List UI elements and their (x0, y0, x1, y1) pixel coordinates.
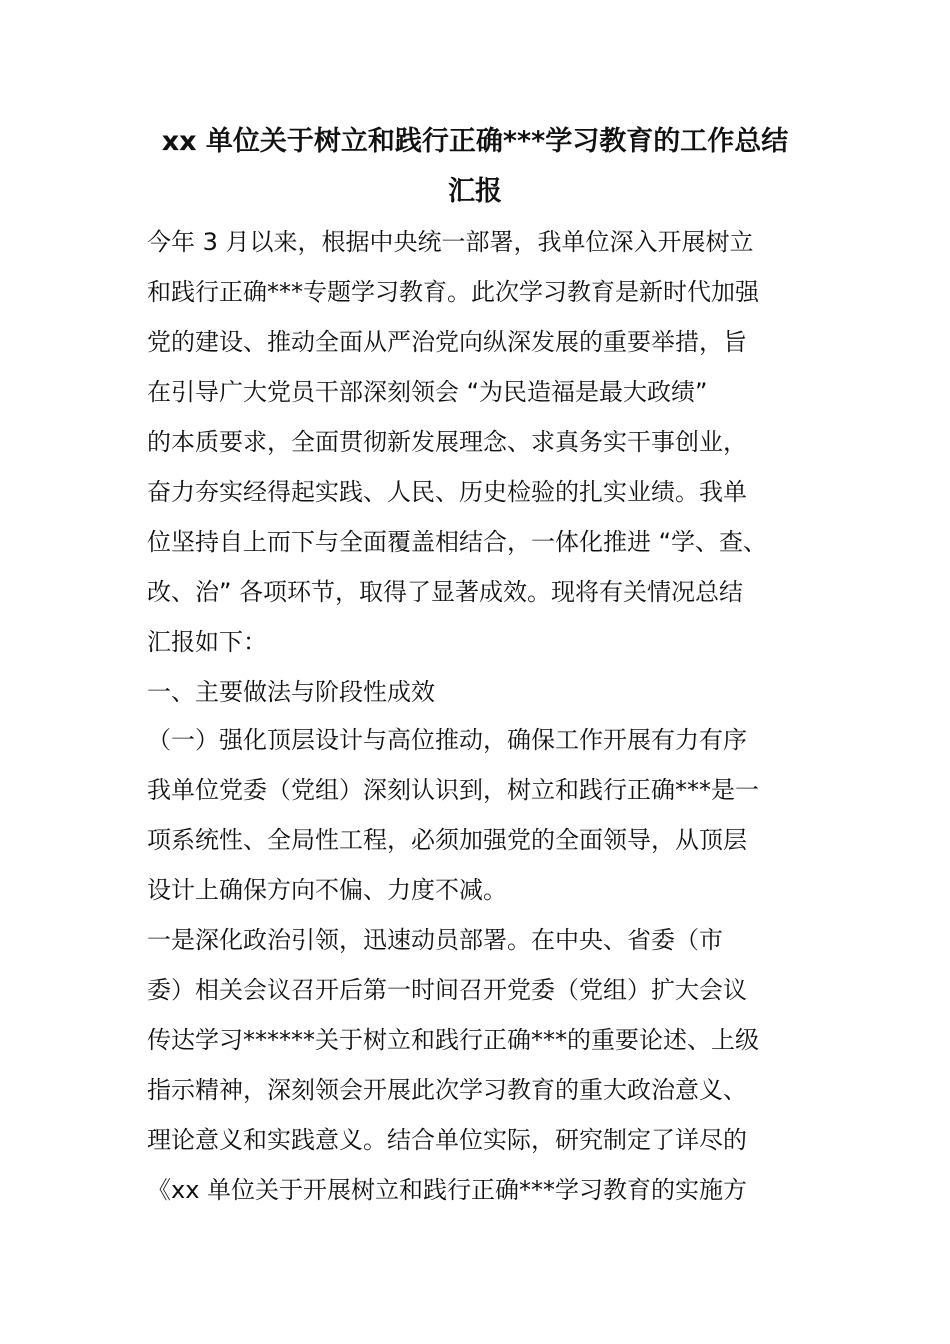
body-line: 在引导广大党员干部深刻领会 “为民造福是最大政绩” (147, 378, 708, 406)
body-line: 委）相关会议召开后第一时间召开党委（党组）扩大会议 (147, 976, 747, 1004)
body-line: 奋力夯实经得起实践、人民、历史检验的扎实业绩。我单 (147, 478, 747, 506)
subsection-heading: （一）强化顶层设计与高位推动，确保工作开展有力有序 (147, 726, 747, 754)
body-line: 《xx 单位关于开展树立和践行正确***学习教育的实施方 (147, 1176, 748, 1204)
section-heading: 一、主要做法与阶段性成效 (147, 678, 435, 706)
body-line: 位坚持自上而下与全面覆盖相结合，一体化推进 “学、查、 (147, 528, 768, 556)
body-line: 今年 3 月以来，根据中央统一部署，我单位深入开展树立 (147, 228, 754, 256)
body-line: 党的建设、推动全面从严治党向纵深发展的重要举措，旨 (147, 328, 747, 356)
body-line: 理论意义和实践意义。结合单位实际，研究制定了详尽的 (147, 1126, 747, 1154)
body-line: 项系统性、全局性工程，必须加强党的全面领导，从顶层 (147, 826, 747, 854)
body-line: 设计上确保方向不偏、力度不减。 (147, 876, 507, 904)
body-line: 指示精神，深刻领会开展此次学习教育的重大政治意义、 (147, 1076, 747, 1104)
body-line: 的本质要求，全面贯彻新发展理念、求真务实干事创业， (147, 428, 747, 456)
body-line: 传达学习******关于树立和践行正确***的重要论述、上级 (147, 1026, 759, 1054)
document-title-line-1: xx 单位关于树立和践行正确***学习教育的工作总结 (161, 126, 789, 157)
document-title-line-2: 汇报 (448, 176, 502, 207)
body-line: 汇报如下： (147, 628, 267, 656)
body-line: 一是深化政治引领，迅速动员部署。在中央、省委（市 (147, 926, 723, 954)
body-line: 和践行正确***专题学习教育。此次学习教育是新时代加强 (147, 278, 759, 306)
body-line: 我单位党委（党组）深刻认识到，树立和践行正确***是一 (147, 776, 759, 804)
body-line: 改、治” 各项环节，取得了显著成效。现将有关情况总结 (147, 578, 744, 606)
